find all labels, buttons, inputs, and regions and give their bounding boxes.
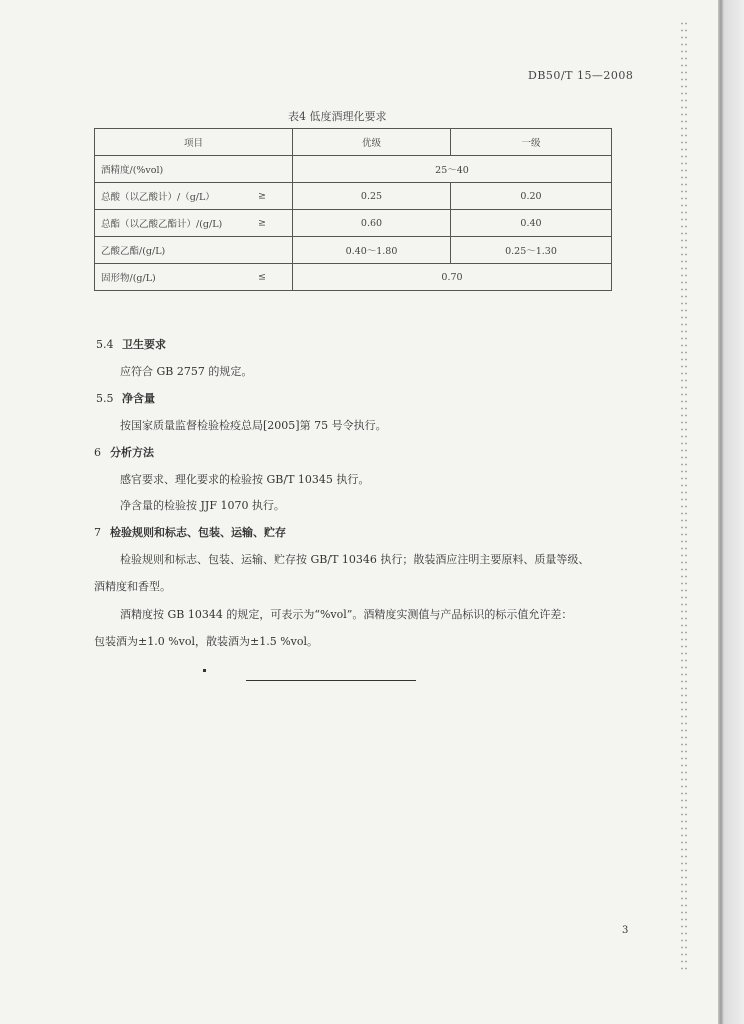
- paragraph: 净含量的检验按 JJF 1070 执行。: [120, 499, 285, 512]
- page-number: 3: [622, 925, 629, 936]
- row-value-superior: 0.60: [293, 210, 451, 237]
- binding-holes: [680, 20, 688, 970]
- row-value-superior: 0.40～1.80: [293, 237, 451, 264]
- ink-dot: [203, 669, 206, 672]
- table-row: [95, 237, 612, 264]
- table-row: [95, 264, 612, 291]
- section-title: 卫生要求: [122, 338, 166, 351]
- paragraph: 感官要求、理化要求的检验按 GB/T 10345 执行。: [120, 473, 370, 486]
- section-title: 分析方法: [110, 446, 154, 459]
- physicochemical-table: [94, 128, 612, 291]
- row-item: 乙酸乙酯/(g/L): [101, 246, 166, 257]
- section-heading: [94, 444, 154, 460]
- table-row: [95, 156, 612, 183]
- header-item: 项目: [95, 129, 293, 156]
- table-row: [95, 183, 612, 210]
- paragraph: 酒精度和香型。: [94, 580, 171, 593]
- scan-page-edge: [718, 0, 744, 1024]
- section-number: 5.4: [96, 338, 114, 351]
- standard-code: DB50/T 15—2008: [528, 69, 634, 82]
- row-value-first: 0.20: [451, 183, 612, 210]
- row-item: 酒精度/(%vol): [101, 165, 164, 176]
- paragraph: 按国家质量监督检验检疫总局[2005]第 75 号令执行。: [120, 419, 387, 432]
- end-rule: [246, 680, 416, 681]
- row-item: 总酸（以乙酸计）/（g/L）: [101, 192, 215, 203]
- row-value-first: 0.25～1.30: [451, 237, 612, 264]
- paragraph: 应符合 GB 2757 的规定。: [120, 365, 253, 378]
- paragraph: 包装酒为±1.0 %vol，散装酒为±1.5 %vol。: [94, 635, 319, 648]
- paragraph: 检验规则和标志、包装、运输、贮存按 GB/T 10346 执行；散装酒应注明主要原料、质量等级、: [120, 553, 590, 566]
- section-number: 6: [94, 446, 101, 459]
- section-number: 7: [94, 526, 101, 539]
- row-value-superior: 0.25: [293, 183, 451, 210]
- table-header-row: [95, 129, 612, 156]
- section-heading: [96, 336, 166, 352]
- section-number: 5.5: [96, 392, 114, 405]
- row-relation: ≥: [258, 217, 266, 229]
- section-title: 净含量: [122, 392, 155, 405]
- table-row: [95, 210, 612, 237]
- section-heading: [96, 390, 155, 406]
- header-first: 一级: [451, 129, 612, 156]
- table-caption: 表4 低度酒理化要求: [288, 110, 387, 123]
- row-value-merged: 0.70: [293, 264, 612, 291]
- section-heading: [94, 524, 286, 540]
- paragraph: 酒精度按 GB 10344 的规定，可表示为“%vol”。酒精度实测值与产品标识的标示值允许差：: [120, 608, 573, 621]
- row-relation: ≤: [258, 271, 266, 283]
- header-superior: 优级: [293, 129, 451, 156]
- row-value-merged: 25～40: [293, 156, 612, 183]
- row-value-first: 0.40: [451, 210, 612, 237]
- row-item: 固形物/(g/L): [101, 273, 156, 284]
- row-item: 总酯（以乙酸乙酯计）/(g/L): [101, 219, 223, 230]
- row-relation: ≥: [258, 190, 266, 202]
- section-title: 检验规则和标志、包装、运输、贮存: [110, 526, 286, 539]
